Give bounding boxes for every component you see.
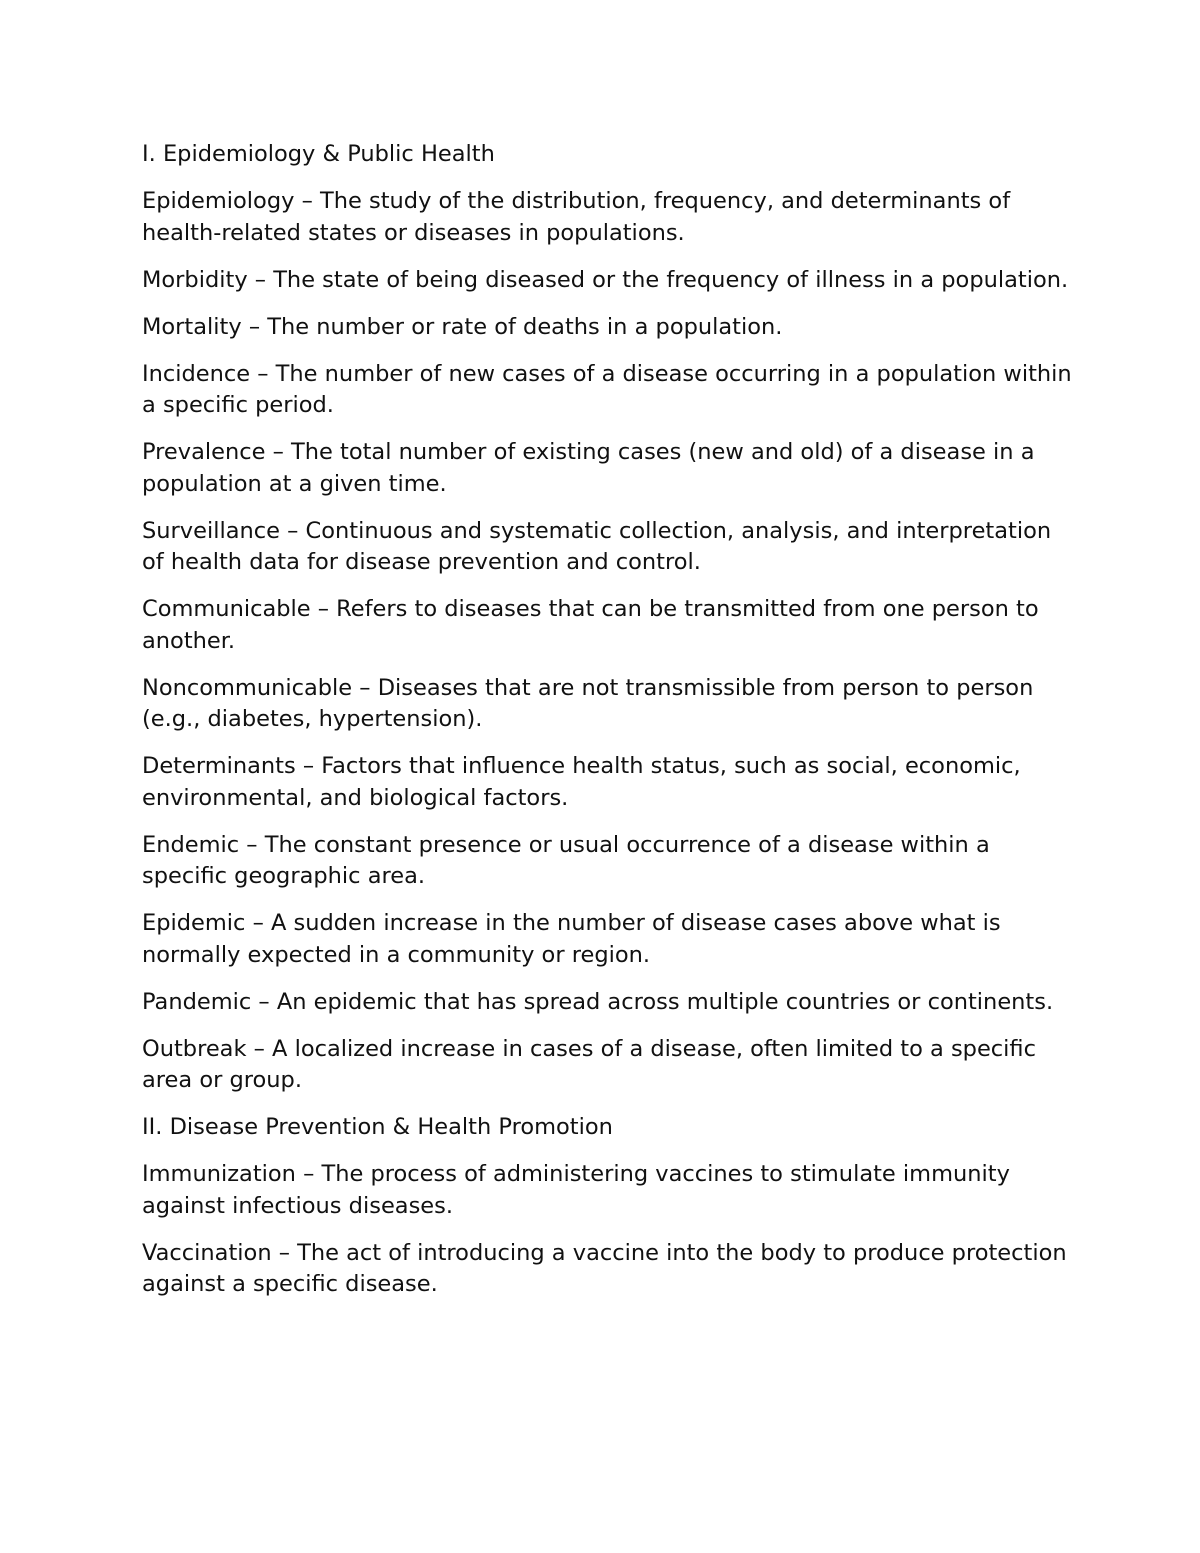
definition-endemic: Endemic – The constant presence or usual occurrence of a disease within a specific geographic area.: [142, 831, 990, 889]
definition-vaccination: Vaccination – The act of introducing a vaccine into the body to produce protection against a specific disease.: [142, 1239, 1067, 1297]
section-heading-epidemiology: I. Epidemiology & Public Health: [142, 141, 495, 167]
definition-epidemic: Epidemic – A sudden increase in the number of disease cases above what is normally expected in a community or region.: [142, 910, 1001, 968]
definition-outbreak: Outbreak – A localized increase in cases of a disease, often limited to a specific area or group.: [142, 1035, 1036, 1093]
definition-surveillance: Surveillance – Continuous and systematic collection, analysis, and interpretation of health data for disease prevention and control.: [142, 517, 1052, 575]
definition-determinants: Determinants – Factors that influence health status, such as social, economic, environmental, and biological factors.: [142, 753, 1021, 811]
definition-mortality: Mortality – The number or rate of deaths in a population.: [142, 313, 783, 340]
definition-prevalence: Prevalence – The total number of existing cases (new and old) of a disease in a population at a given time.: [142, 439, 1035, 497]
definition-pandemic: Pandemic – An epidemic that has spread across multiple countries or continents.: [142, 988, 1054, 1015]
definition-morbidity: Morbidity – The state of being diseased or the frequency of illness in a population.: [142, 266, 1069, 293]
section-heading-disease-prevention: II. Disease Prevention & Health Promotion: [142, 1114, 613, 1140]
definition-noncommunicable: Noncommunicable – Diseases that are not transmissible from person to person (e.g., diabetes, hypertension).: [142, 674, 1034, 732]
definition-communicable: Communicable – Refers to diseases that can be transmitted from one person to another.: [142, 596, 1039, 654]
definition-epidemiology: Epidemiology – The study of the distribution, frequency, and determinants of health-related states or diseases in populations.: [142, 188, 1011, 246]
document-body: [142, 139, 1072, 1316]
definition-immunization: Immunization – The process of administering vaccines to stimulate immunity against infectious diseases.: [142, 1161, 1010, 1219]
definition-incidence: Incidence – The number of new cases of a disease occurring in a population within a specific period.: [142, 360, 1072, 418]
